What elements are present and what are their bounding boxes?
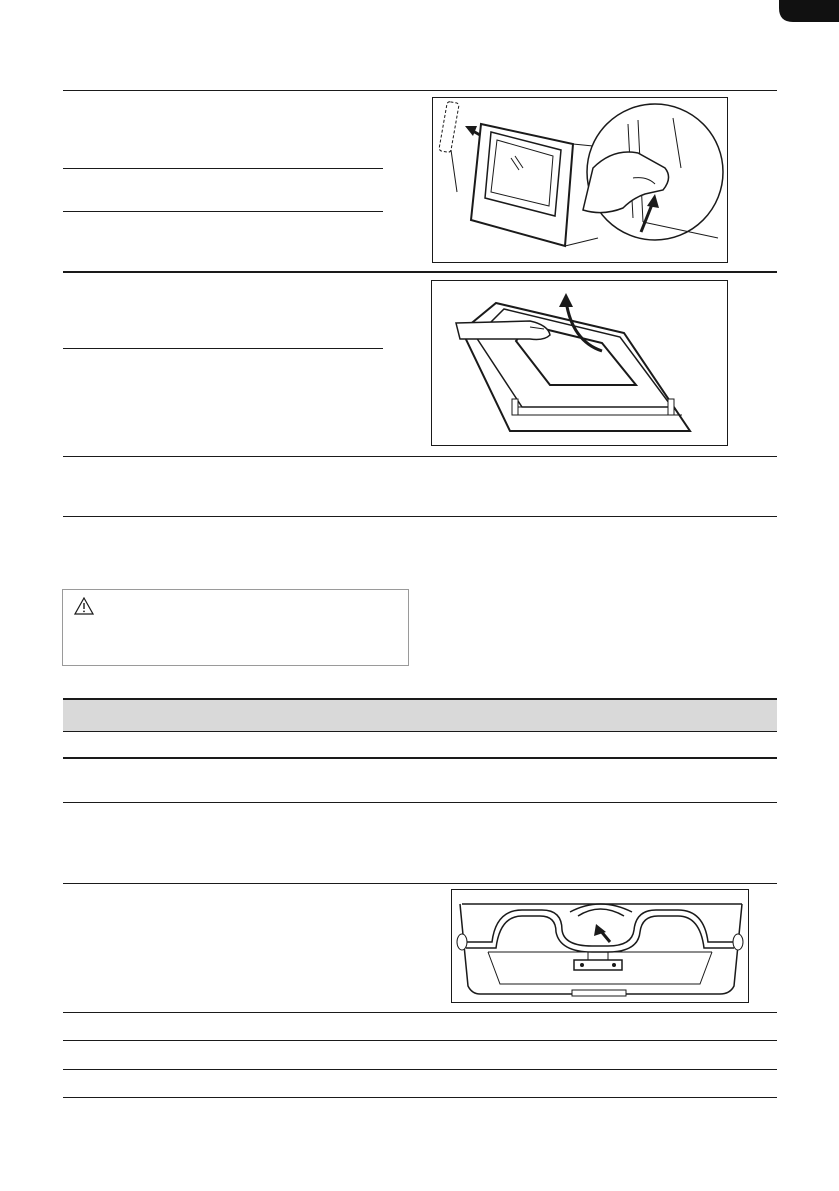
oven-heating-element-figure [451,889,749,1003]
step-divider [63,211,383,212]
door-glass-removal-illustration [433,98,727,262]
page-corner-tab [779,0,839,40]
door-panel-lift-illustration [432,281,727,445]
table-divider [63,883,777,884]
table-divider [63,1097,777,1098]
door-glass-removal-figure [432,97,728,263]
table-header [63,698,777,732]
warning-triangle-icon [74,597,94,615]
table-divider [63,1012,777,1013]
section-divider [63,271,777,273]
step-divider [63,348,383,349]
table-divider [63,802,777,803]
table-divider [63,757,777,759]
table-divider [63,1069,777,1070]
warning-box [62,589,409,666]
section-divider [63,456,777,457]
section-divider [63,90,777,91]
door-panel-lift-figure [431,280,728,446]
oven-heating-element-illustration [452,890,748,1002]
section-divider [63,516,777,517]
step-divider [63,168,383,169]
table-divider [63,1040,777,1041]
